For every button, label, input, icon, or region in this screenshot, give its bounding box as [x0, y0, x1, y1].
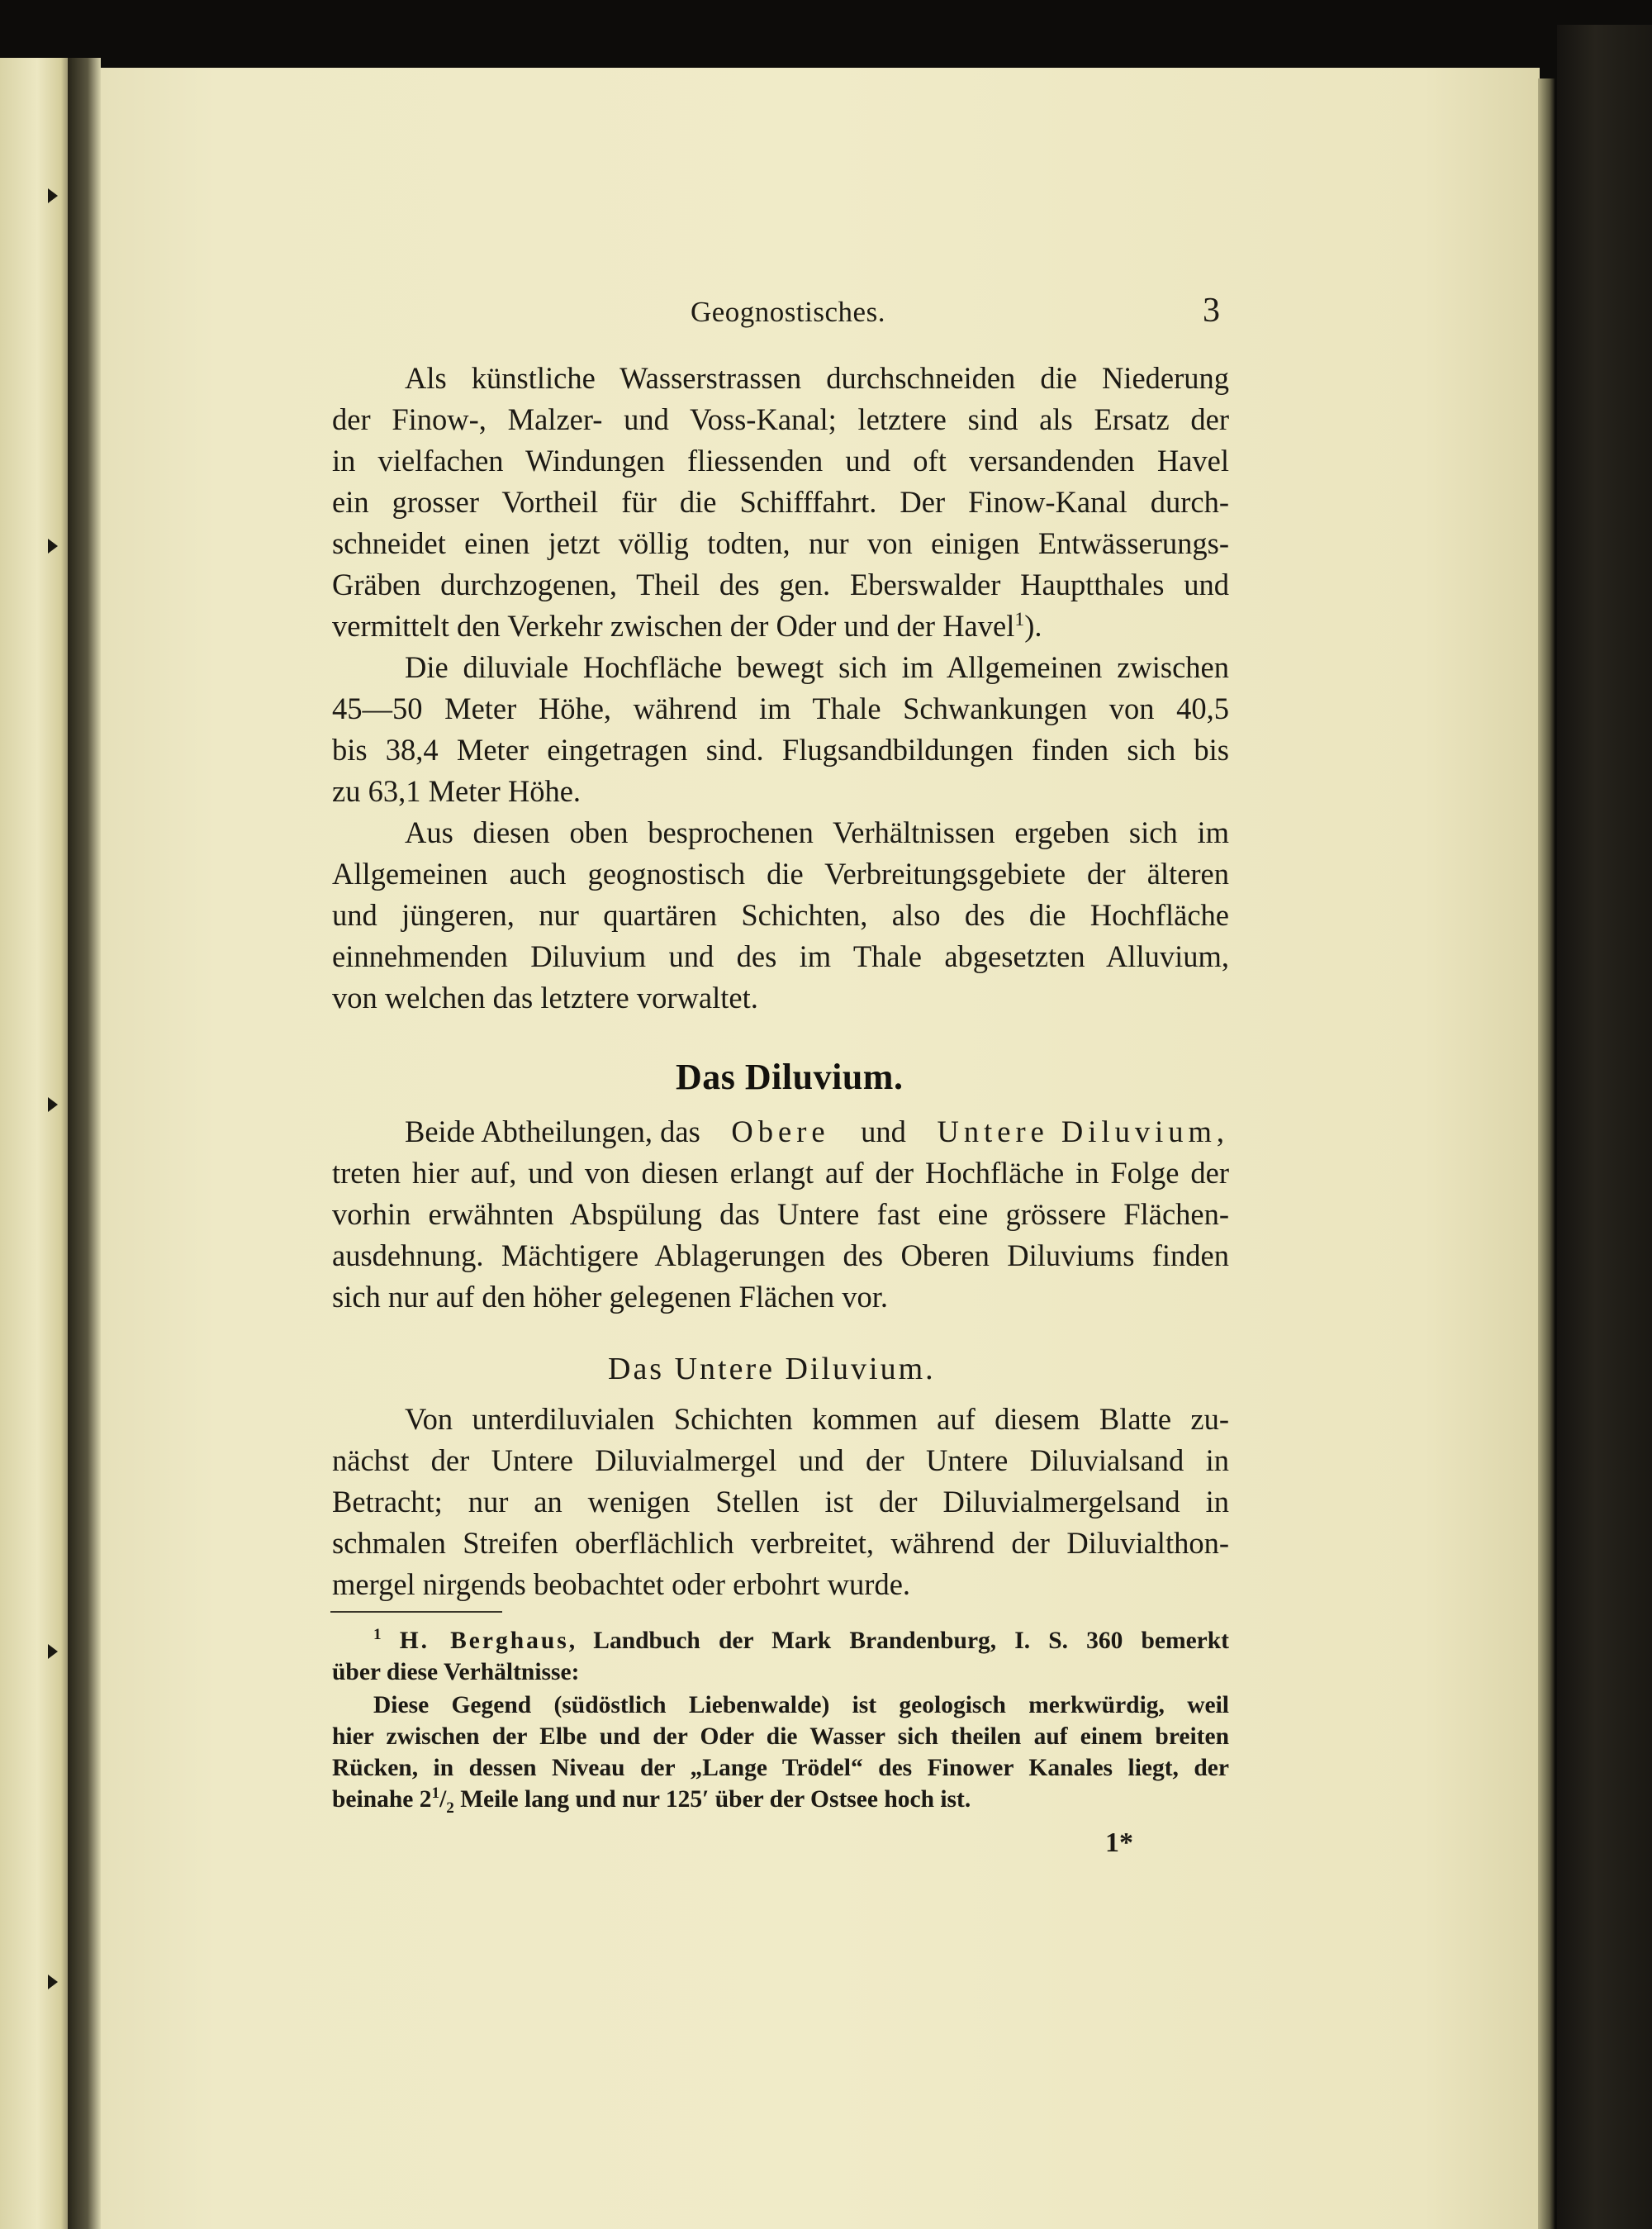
footnote-text: beinahe 2: [332, 1786, 432, 1813]
text-line: nächst der Untere Diluvialmergel und der Untere Diluvialsand in: [332, 1443, 1229, 1477]
text-line: Die diluviale Hochfläche bewegt sich im Allgemeinen zwischen: [405, 650, 1229, 684]
section-heading: Das Diluvium.: [676, 1057, 904, 1097]
footnote-quote-line: Diese Gegend (südöstlich Liebenwalde) ist geologisch merkwürdig, weil: [373, 1692, 1229, 1718]
text-line-spaced: [405, 1114, 1229, 1148]
text-line: bis 38,4 Meter eingetragen sind. Flugsandbildungen finden sich bis: [332, 733, 1229, 767]
text-line: Aus diesen oben besprochenen Verhältnissen ergeben sich im: [405, 815, 1229, 849]
text-line: und jüngeren, nur quartären Schichten, also des die Hochfläche: [332, 898, 1229, 932]
page-number: 3: [1203, 292, 1220, 330]
footnote-marker: 1: [373, 1626, 382, 1644]
subsection-heading: Das Untere Diluvium.: [608, 1352, 936, 1386]
text-line: einnehmenden Diluvium und des im Thale abgesetzten Alluvium,: [332, 939, 1229, 973]
text-fragment: Beide Abtheilungen, das: [405, 1114, 708, 1148]
text-line: Gräben durchzogenen, Theil des gen. Eberswalder Hauptthales und: [332, 568, 1229, 601]
previous-page-edge: [0, 58, 68, 2229]
binding-gutter: [68, 58, 101, 2229]
text-line: Von unterdiluvialen Schichten kommen auf diesem Blatte zu-: [405, 1402, 1229, 1436]
footnote-line: über diese Verhältnisse:: [332, 1659, 580, 1685]
footnote-text: , Landbuch der Mark Brandenburg, I. S. 360 bemerkt: [568, 1628, 1230, 1654]
margin-marker: [48, 188, 58, 203]
footnote-line: [373, 1626, 1230, 1654]
text-line: Als künstliche Wasserstrassen durchschneiden die Niederung: [405, 361, 1229, 395]
margin-marker: [48, 1975, 58, 1989]
running-head: Geognostisches.: [691, 296, 885, 328]
text-line: zu 63,1 Meter Höhe.: [332, 774, 582, 808]
text-fragment: und: [853, 1114, 914, 1148]
text-line: Betracht; nur an wenigen Stellen ist der Diluvialmergelsand in: [332, 1485, 1229, 1518]
text-line: vorhin erwähnten Abspülung das Untere fast eine grössere Flächen-: [332, 1197, 1229, 1231]
text-line: von welchen das letztere vorwaltet.: [332, 981, 758, 1015]
book-cover-edge: [1557, 25, 1652, 2229]
footnote-quote-line: hier zwischen der Elbe und der Oder die Wasser sich theilen auf einem breiten: [332, 1723, 1229, 1750]
footnote-quote-line: Rücken, in dessen Niveau der „Lange Trödel“ des Finower Kanales liegt, der: [332, 1755, 1229, 1781]
text-line: treten hier auf, und von diesen erlangt auf der Hochfläche in Folge der: [332, 1156, 1229, 1190]
text-line: ein grosser Vortheil für die Schifffahrt. Der Finow-Kanal durch-: [332, 485, 1229, 519]
text-line-with-note: [332, 608, 1042, 643]
footnote-reference: 1: [1014, 608, 1025, 630]
margin-marker: [48, 539, 58, 554]
text-line: vermittelt den Verkehr zwischen der Oder und der Havel: [332, 609, 1015, 643]
footnote-text: Meile lang und nur 125′ über der Ostsee hoch ist.: [453, 1786, 971, 1813]
text-line: schmalen Streifen oberflächlich verbreitet, während der Diluvialthon-: [332, 1526, 1229, 1560]
fraction-denominator: 2: [446, 1799, 454, 1817]
footnote-rule: [330, 1611, 502, 1613]
text-line-end: ).: [1024, 609, 1042, 643]
text-line: ausdehnung. Mächtigere Ablagerungen des Oberen Diluviums finden: [332, 1238, 1229, 1272]
emphasis-spaced: Obere: [731, 1114, 830, 1148]
footnote-author: H. Berghaus: [399, 1628, 569, 1654]
text-line: sich nur auf den höher gelegenen Flächen vor.: [332, 1280, 888, 1314]
margin-marker: [48, 1097, 58, 1112]
margin-marker: [48, 1644, 58, 1659]
text-line: mergel nirgends beobachtet oder erbohrt wurde.: [332, 1567, 911, 1601]
text-line: der Finow-, Malzer- und Voss-Kanal; letztere sind als Ersatz der: [332, 402, 1229, 436]
page-right-edge: [1538, 78, 1555, 2229]
fraction-numerator: 1: [431, 1785, 440, 1803]
signature-mark: 1*: [1105, 1827, 1133, 1858]
text-line: 45—50 Meter Höhe, während im Thale Schwankungen von 40,5: [332, 692, 1229, 725]
text-line: Allgemeinen auch geognostisch die Verbreitungsgebiete der älteren: [332, 857, 1229, 891]
footnote-quote-line: beinahe $2^1/_2$ Meile lang und nur 125′ über der Ostsee hoch ist.: [332, 1785, 971, 1817]
emphasis-spaced: Untere Diluvium,: [937, 1114, 1229, 1148]
text-line: schneidet einen jetzt völlig todten, nur von einigen Entwässerungs-: [332, 526, 1229, 560]
text-line: in vielfachen Windungen fliessenden und oft versandenden Havel: [332, 444, 1229, 478]
